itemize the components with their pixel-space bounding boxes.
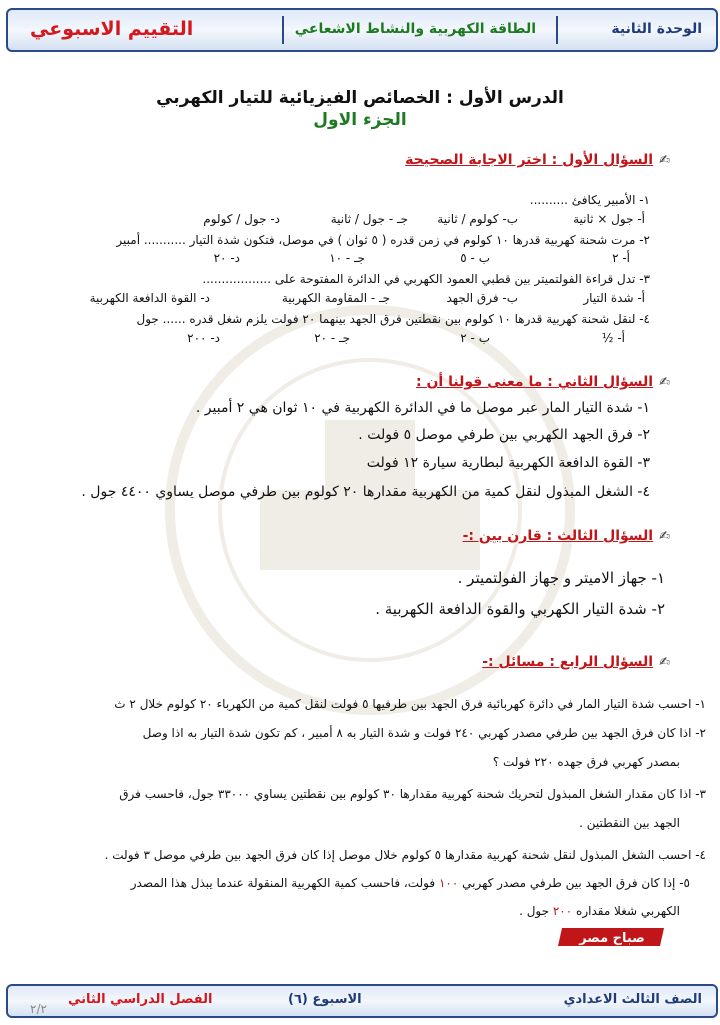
- option: جـ - ٢٠: [314, 331, 350, 345]
- q2-item-4: ٤- الشغل المبذول لنقل كمية من الكهربية مقدارها ٢٠ كولوم بين طرفي موصل يساوي ٤٤٠٠ جول .: [81, 484, 650, 500]
- option: أ- جول × ثانية: [573, 212, 645, 226]
- highlight-number: ٢٠٠: [552, 904, 573, 918]
- pen-icon: ✍: [659, 655, 670, 670]
- q1-item-4-options: [0, 331, 720, 347]
- weekly-assessment-label: التقييم الاسبوعي: [30, 18, 194, 40]
- q1-item-3: ٣- تدل قراءة الفولتميتر بين قطبي العمود الكهربي في الدائرة المفتوحة على ..................: [202, 272, 650, 286]
- pen-icon: ✍: [659, 375, 670, 390]
- q4-problem-5-cont: الكهربي شغلا مقداره ٢٠٠ جول .: [519, 904, 680, 918]
- brand-logo: [556, 925, 668, 949]
- option: جـ - المقاومة الكهربية: [281, 291, 390, 305]
- q1-item-1-options: [0, 212, 720, 228]
- q3-item-1: ١- جهاز الاميتر و جهاز الفولتميتر .: [457, 569, 665, 587]
- q4-problem-2-cont: بمصدر كهربي فرق جهده ٢٢٠ فولت ؟: [492, 755, 680, 769]
- q2-item-2: ٢- فرق الجهد الكهربي بين طرفي موصل ٥ فولت .: [358, 427, 650, 443]
- q2-item-1: ١- شدة التيار المار عبر موصل ما في الدائرة الكهربية في ١٠ ثوان هي ٢ أمبير .: [195, 400, 650, 416]
- option: د- ٢٠٠: [187, 331, 220, 345]
- part-title: الجزء الاول: [313, 110, 407, 130]
- q3-item-2: ٢- شدة التيار الكهربي والقوة الدافعة الكهربية .: [375, 600, 665, 618]
- q1-item-1: ١- الأمبير يكافئ ..........: [529, 193, 650, 207]
- option: جـ - ١٠: [329, 251, 365, 265]
- pen-icon: ✍: [659, 153, 670, 168]
- header-bar: [6, 8, 718, 52]
- q4-problem-2: ٢- اذا كان فرق الجهد بين طرفي مصدر كهربي ٢٤٠ فولت و شدة التيار به ٨ أمبير ، كم تكون شدة التيار به اذا وصل: [142, 726, 706, 740]
- option: أ- ٢: [612, 251, 630, 265]
- option: ب- فرق الجهد: [446, 291, 518, 305]
- pen-icon: ✍: [659, 529, 670, 544]
- page-number: ٢/٢: [30, 1002, 47, 1016]
- header-divider: [556, 16, 558, 44]
- option: د- القوة الدافعة الكهربية: [89, 291, 210, 305]
- highlight-number: ١٠٠: [438, 876, 459, 890]
- option: ب- كولوم / ثانية: [437, 212, 518, 226]
- q4-problem-1: ١- احسب شدة التيار المار في دائرة كهربائية فرق الجهد بين طرفيها ٥ فولت لنقل كمية من الكهرباء ٢٠ كولوم خلال ٢ ث: [114, 697, 706, 711]
- q4-problem-5: ٥- إذا كان فرق الجهد بين طرفي مصدر كهربي ١٠٠ فولت، فاحسب كمية الكهربية المنقولة عندما يبذل هذا المصدر: [130, 876, 690, 890]
- q2-heading: ✍السؤال الثاني : ما معنى قولنا أن :: [416, 374, 670, 390]
- option: د- ٢٠: [213, 251, 240, 265]
- option: ب - ٥: [460, 251, 490, 265]
- footer-bar: [6, 984, 718, 1018]
- q1-item-4: ٤- لنقل شحنة كهربية قدرها ١٠ كولوم بين نقطتين فرق الجهد بينهما ٢٠ فولت يلزم شغل قدره ...... جول: [136, 312, 650, 326]
- q4-problem-3: ٣- اذا كان مقدار الشغل المبذول لتحريك شحنة كهربية مقدارها ٣٠ كولوم بين نقطتين يساوي ٣٣٠٠٠ جول، فاحسب فرق: [119, 787, 706, 801]
- q4-problem-4: ٤- احسب الشغل المبذول لنقل شحنة كهربية مقدارها ٥ كولوم خلال موصل إذا كان فرق الجهد بين طرفي موصل ٣ فولت .: [104, 848, 706, 862]
- q3-heading: ✍السؤال الثالث : قارن بين :-: [462, 528, 670, 544]
- option: أ- شدة التيار: [583, 291, 645, 305]
- option: ب - ٢: [460, 331, 490, 345]
- q1-item-2-options: [0, 251, 720, 267]
- q1-item-3-options: [0, 291, 720, 307]
- unit-label: الوحدة الثانية: [611, 21, 702, 37]
- q4-heading: ✍السؤال الرابع : مسائل :-: [482, 654, 670, 670]
- grade-label: الصف الثالث الاعدادي: [563, 992, 702, 1007]
- q1-item-2: ٢- مرت شحنة كهربية قدرها ١٠ كولوم في زمن قدره ( ٥ ثوان ) في موصل، فتكون شدة التيار ........... أمبير: [116, 233, 650, 247]
- topic-label: الطاقة الكهربية والنشاط الاشعاعي: [294, 21, 536, 37]
- q4-problem-3-cont: الجهد بين النقطتين .: [579, 816, 680, 830]
- lesson-title: الدرس الأول : الخصائص الفيزيائية للتيار الكهربي: [156, 88, 564, 108]
- term-label: الفصل الدراسي الثاني: [68, 992, 213, 1007]
- option: جـ - جول / ثانية: [330, 212, 408, 226]
- option: د- جول / كولوم: [203, 212, 280, 226]
- option: أ- ½: [601, 331, 625, 345]
- header-divider: [282, 16, 284, 44]
- q2-item-3: ٣- القوة الدافعة الكهربية لبطارية سيارة ١٢ فولت: [366, 455, 650, 471]
- q1-heading: ✍السؤال الأول : اختر الاجابة الصحيحة: [405, 152, 670, 168]
- week-label: الاسبوع (٦): [288, 992, 362, 1007]
- brand-name: صباح مصر: [579, 931, 645, 946]
